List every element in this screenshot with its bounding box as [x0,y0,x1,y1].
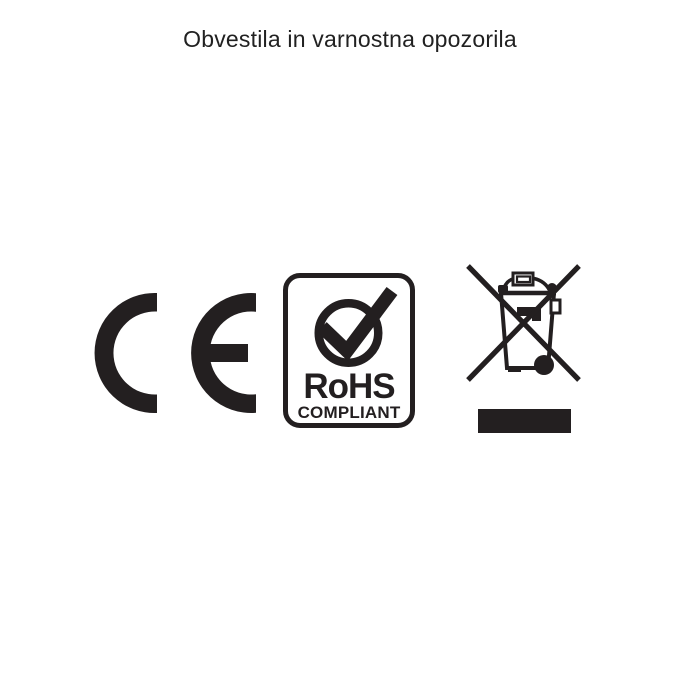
ce-mark-icon [95,293,259,413]
rohs-compliant-badge [283,273,415,428]
section-title: Obvestila in varnostna opozorila [183,26,517,52]
rohs-label: RoHS [303,367,395,406]
weee-crossed-out-wheelie-bin-icon [458,253,598,438]
rohs-compliant-label: COMPLIANT [297,403,401,422]
